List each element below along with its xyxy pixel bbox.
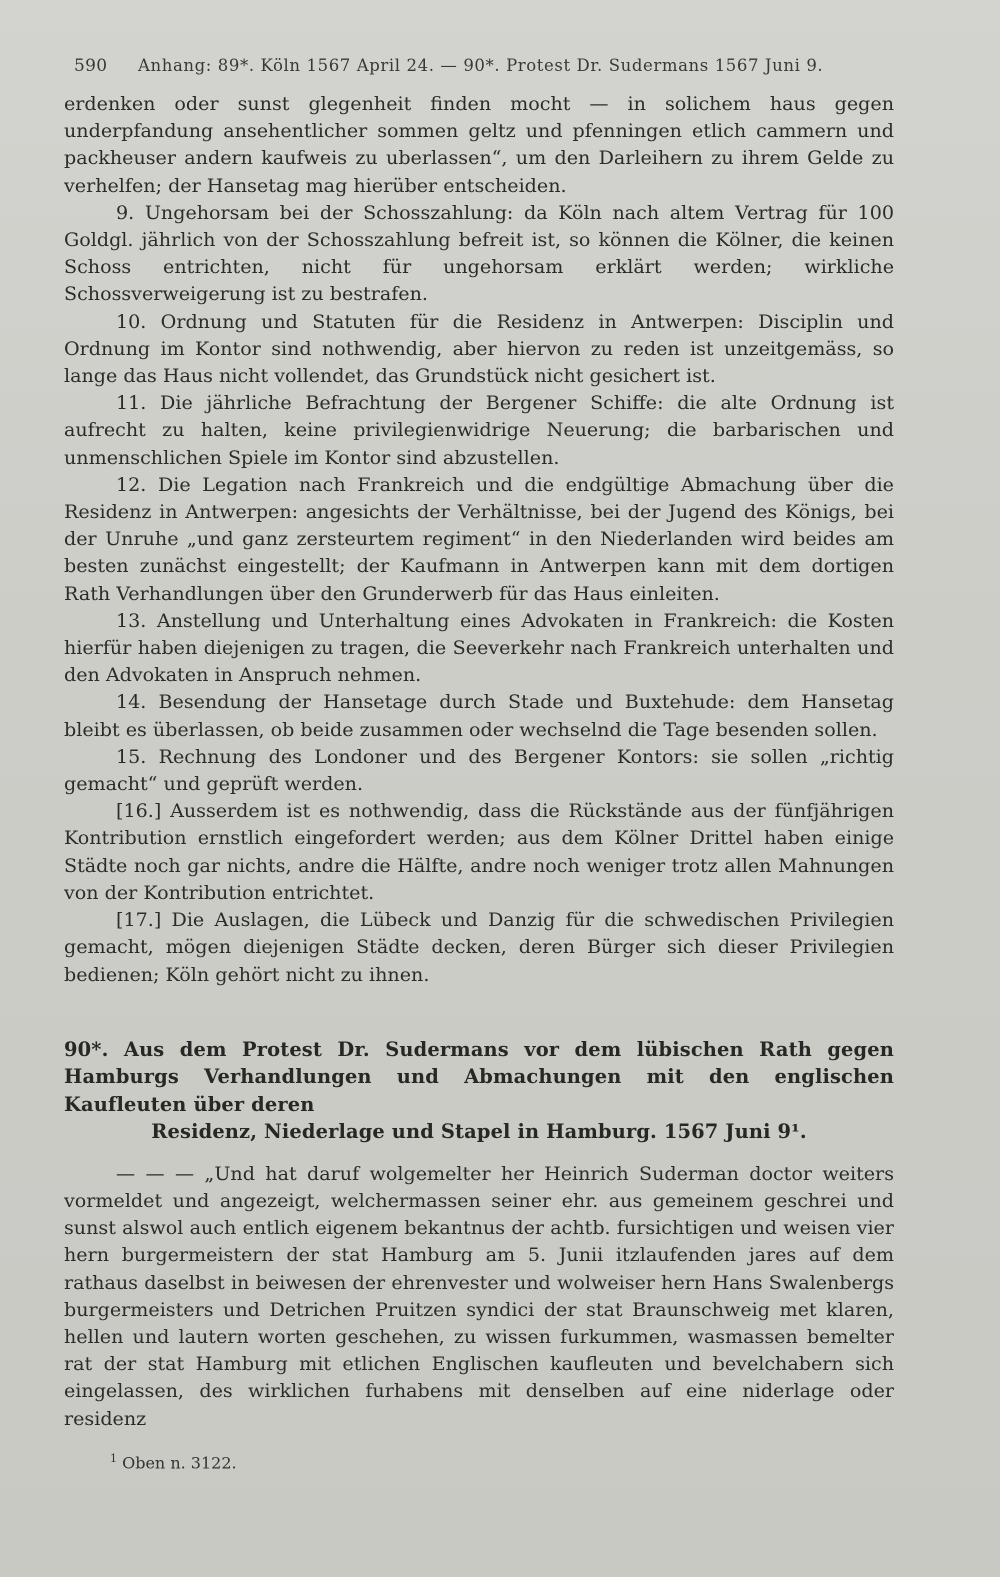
paragraph-item-11: 11. Die jährliche Befrachtung der Bergener Schiffe: die alte Ordnung ist aufrecht zu halten, keine privilegienwidrige Neuerung; die barbarischen und unmenschlichen Spiele im Kontor sind abzustellen. xyxy=(64,391,894,469)
footnote-marker: 1 xyxy=(110,1451,117,1465)
footnote-text: Oben n. 3122. xyxy=(122,1453,237,1473)
footnote xyxy=(64,1452,894,1472)
paragraph-item-9: 9. Ungehorsam bei der Schosszahlung: da Köln nach altem Vertrag für 100 Goldgl. jährlich von der Schosszahlung befreit ist, so können die Kölner, die keinen Schoss entrichten, nicht für ungehorsam erklärt werden; wirkliche Schossverweigerung ist zu bestrafen. xyxy=(64,200,894,306)
section-heading xyxy=(64,1036,894,1146)
section-heading-main: 90*. Aus dem Protest Dr. Sudermans vor dem lübischen Rath gegen Hamburgs Verhandlungen und Abmachungen mit den englischen Kaufleuten über deren xyxy=(64,1037,894,1116)
paragraph-item-10: 10. Ordnung und Statuten für die Residenz in Antwerpen: Disciplin und Ordnung im Kontor sind nothwendig, aber hiervon zu reden ist unzeitgemäss, so lange das Haus nicht vollendet, das Grundstück nicht gesichert ist. xyxy=(64,309,894,388)
paragraph-continuation: erdenken oder sunst glegenheit finden mocht — in solichem haus gegen underpfandung ansehentlicher sommen geltz und pfenningen etlich cammern und packheuser andern kaufweis zu uberlassen“, um den Darleihern zu ihrem Gelde zu verhelfen; der Hansetag mag hierüber entscheiden. xyxy=(64,92,894,197)
paragraph-item-14: 14. Besendung der Hansetage durch Stade und Buxtehude: dem Hansetag bleibt es überlassen, ob beide zusammen oder wechselnd die Tage besenden sollen. xyxy=(64,690,894,741)
section-heading-last-line: Residenz, Niederlage und Stapel in Hamburg. 1567 Juni 9¹. xyxy=(151,1120,807,1144)
paragraph-item-16: [16.] Ausserdem ist es nothwendig, dass die Rückstände aus der fünfjährigen Kontribution ernstlich eingefordert werden; aus dem Kölner Drittel haben einige Städte noch gar nichts, andre die Hälfte, andre noch weniger trotz allen Mahnungen von der Kontribution entrichtet. xyxy=(64,799,894,904)
document-page xyxy=(64,56,894,1472)
running-header xyxy=(64,56,894,76)
running-title: Anhang: 89*. Köln 1567 April 24. — 90*. Protest Dr. Sudermans 1567 Juni 9. xyxy=(138,56,824,75)
page-number: 590 xyxy=(74,56,108,76)
paragraph-item-15: 15. Rechnung des Londoner und des Bergener Kontors: sie sollen „richtig gemacht“ und geprüft werden. xyxy=(64,744,894,796)
paragraph-item-13: 13. Anstellung und Unterhaltung eines Advokaten in Frankreich: die Kosten hierfür haben diejenigen zu tragen, die Seeverkehr nach Frankreich unterhalten und den Advokaten in Anspruch nehmen. xyxy=(64,608,894,687)
section-body-text: — — — „Und hat daruf wolgemelter her Heinrich Suderman doctor weiters vormeldet und angezeigt, welchermassen seiner ehr. aus gemeinem geschrei und sunst alswol auch entlich eigenem bekantnus der achtb. fursichtigen und weisen vier hern burgermeistern der stat Hamburg am 5. Junii itzlaufenden jares auf dem rathaus daselbst in beiwesen der ehrenvester und wolweiser hern Hans Swalenbergs burgermeisters und Detrichen Pruitzen syndici der stat Braunschweig met klaren, hellen und lautern worten geschehen, zu wissen furkummen, wasmassen bemelter rat der stat Hamburg mit etlichen Englischen kaufleuten und bevelchabern sich eingelassen, des wirklichen furhabens mit denselben auf eine niderlage oder residenz xyxy=(64,1161,894,1430)
paragraph-item-12: 12. Die Legation nach Frankreich und die endgültige Abmachung über die Residenz in Antwerpen: angesichts der Verhältnisse, bei der Jugend des Königs, bei der Unruhe „und ganz zersteurtem regiment“ in den Niederlanden wird beides am besten zunächst eingestellt; der Kaufmann in Antwerpen kann mit dem dortigen Rath Verhandlungen über den Grunderwerb für das Haus einleiten. xyxy=(64,472,894,605)
paragraph-item-17: [17.] Die Auslagen, die Lübeck und Danzig für die schwedischen Privilegien gemacht, mögen diejenigen Städte decken, deren Bürger sich dieser Privilegien bedienen; Köln gehört nicht zu ihnen. xyxy=(64,908,894,986)
